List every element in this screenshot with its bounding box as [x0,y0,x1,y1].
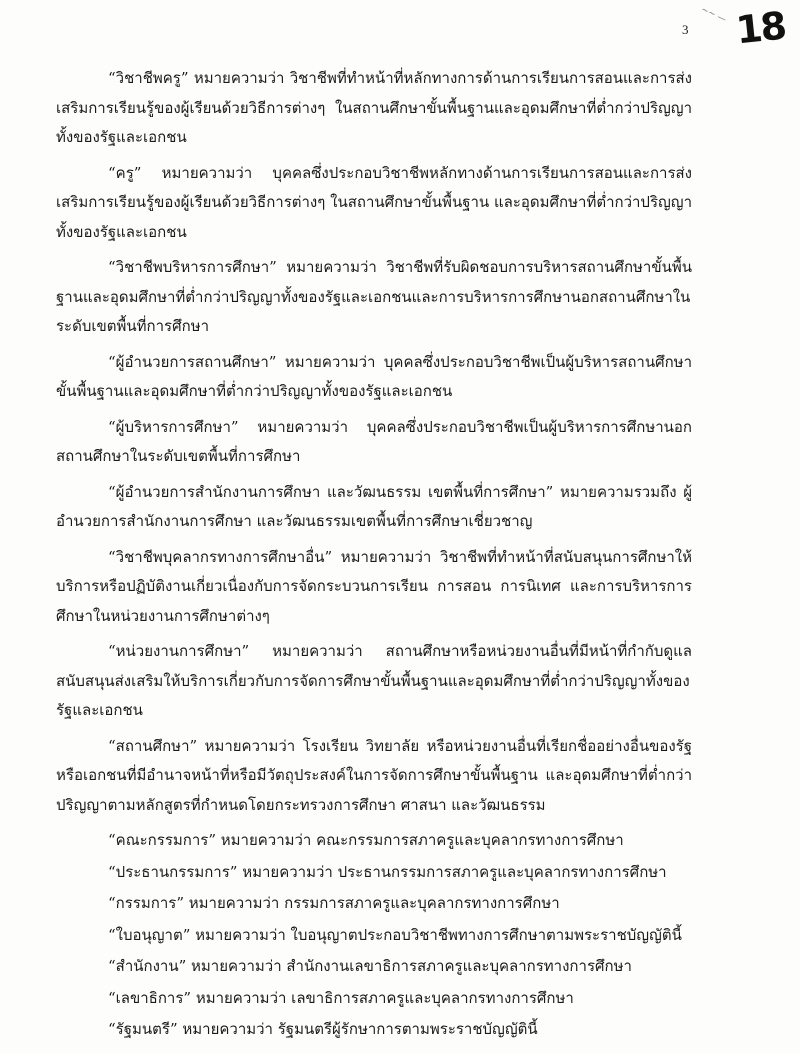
page-number: 3 [682,22,689,37]
definitions-body [56,64,692,1045]
definition-paragraph: “ผู้บริหารการศึกษา” หมายความว่า บุคคลซึ่งประกอบวิชาชีพเป็นผู้บริหารการศึกษานอกสถานศึกษาในระดับเขตพื้นที่การศึกษา [56,417,692,465]
definition-paragraph: “ผู้อำนวยการสำนักงานการศึกษา และวัฒนธรรม เขตพื้นที่การศึกษา” หมายความรวมถึง ผู้อำนวยการสำนักงานการศึกษา และวัฒนธรรมเขตพื้นที่การศึกษาเชี่ยวชาญ [56,482,692,530]
definition-paragraph: “ผู้อำนวยการสถานศึกษา” หมายความว่า บุคคลซึ่งประกอบวิชาชีพเป็นผู้บริหารสถานศึกษาขั้นพื้นฐานและอุดมศึกษาที่ต่ำกว่าปริญญาทั้งของรัฐและเอกชน [56,352,692,400]
definition-paragraph: “วิชาชีพบุคลากรทางการศึกษาอื่น” หมายความว่า วิชาชีพที่ทำหน้าที่สนับสนุนการศึกษาให้บริการหรือปฏิบัติงานเกี่ยวเนื่องกับการจัดกระบวนการเรียน การสอน การนิเทศ และการบริหารการศึกษาในหน่วยงานการศึกษาต่างๆ [56,547,692,625]
definition-paragraph: “หน่วยงานการศึกษา” หมายความว่า สถานศึกษาหรือหน่วยงานอื่นที่มีหน้าที่กำกับดูแล สนับสนุนส่งเสริมให้บริการเกี่ยวกับการจัดการศึกษาขั้นพื้นฐานและอุดมศึกษาที่ต่ำกว่าปริญญาทั้งของรัฐและเอกชน [56,642,692,719]
definition-paragraph: “สำนักงาน” หมายความว่า สำนักงานเลขาธิการสภาครูและบุคลากรทางการศึกษา [108,957,632,975]
definition-paragraph: “เลขาธิการ” หมายความว่า เลขาธิการสภาครูและบุคลากรทางการศึกษา [108,988,574,1007]
definition-paragraph: “ประธานกรรมการ” หมายความว่า ประธานกรรมการสภาครูและบุคลากรทางการศึกษา [108,862,667,881]
definition-paragraph: “วิชาชีพบริหารการศึกษา” หมายความว่า วิชาชีพที่รับผิดชอบการบริหารสถานศึกษาขั้นพื้นฐานและอุดมศึกษาที่ต่ำกว่าปริญญาทั้งของรัฐและเอกชนและการบริหารการศึกษานอกสถานศึกษาในระดับเขตพื้นที่การศึกษา [56,258,692,335]
definition-paragraph: “กรรมการ” หมายความว่า กรรมการสภาครูและบุคลากรทางการศึกษา [108,894,560,912]
definition-paragraph: “สถานศึกษา” หมายความว่า โรงเรียน วิทยาลัย หรือหน่วยงานอื่นที่เรียกชื่ออย่างอื่นของรัฐหรือเอกชนที่มีอำนาจหน้าที่หรือมีวัตถุประสงค์ในการจัดการศึกษาขั้นพื้นฐาน และอุดมศึกษาที่ต่ำกว่าปริญญาตามหลักสูตรที่กำหนดโดยกระทรวงการศึกษา ศาสนา และวัฒนธรรม [56,736,692,814]
definition-paragraph: “รัฐมนตรี” หมายความว่า รัฐมนตรีผู้รักษาการตามพระราชบัญญัตินี้ [108,1020,538,1038]
handwritten-page-mark: 18 [733,3,788,53]
definition-paragraph: “ใบอนุญาต” หมายความว่า ใบอนุญาตประกอบวิชาชีพทางการศึกษาตามพระราชบัญญัตินี้ [108,925,682,944]
margin-scribble: ~~ — [699,4,728,26]
definition-paragraph: “ครู” หมายความว่า บุคคลซึ่งประกอบวิชาชีพหลักทางด้านการเรียนการสอนและการส่งเสริมการเรียนรู้ของผู้เรียนด้วยวิธีการต่างๆ ในสถานศึกษาขั้นพื้นฐาน และอุดมศึกษาที่ต่ำกว่าปริญญาทั้งของรัฐและเอกชน [56,163,692,241]
definition-paragraph: “คณะกรรมการ” หมายความว่า คณะกรรมการสภาครูและบุคลากรทางการศึกษา [108,831,624,849]
definition-paragraph: “วิชาชีพครู” หมายความว่า วิชาชีพที่ทำหน้าที่หลักทางการด้านการเรียนการสอนและการส่งเสริมการเรียนรู้ของผู้เรียนด้วยวิธีการต่างๆ ในสถานศึกษาขั้นพื้นฐานและอุดมศึกษาที่ต่ำกว่าปริญญาทั้งของรัฐและเอกชน [56,69,692,146]
